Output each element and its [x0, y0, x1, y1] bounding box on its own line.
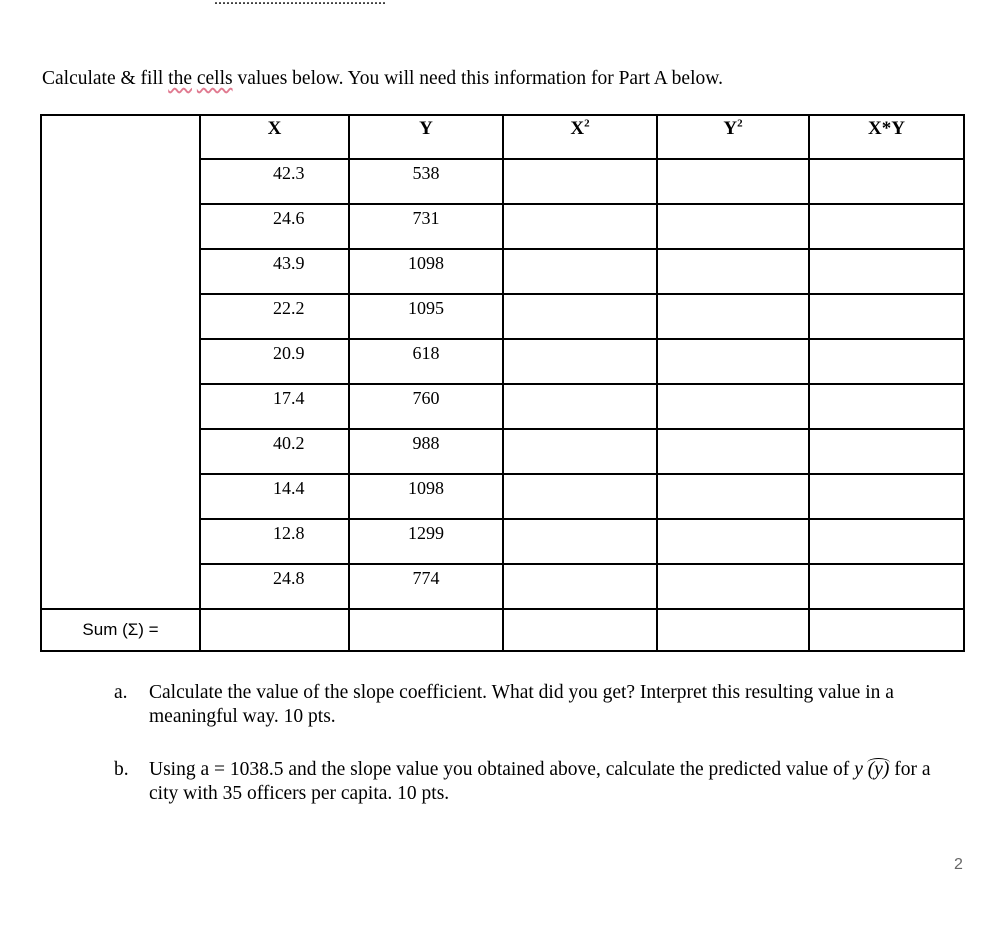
- cell-y[interactable]: 988: [349, 429, 503, 474]
- header-y2-base: Y: [723, 118, 738, 139]
- intro-word-the: the: [168, 68, 192, 89]
- cell-x2[interactable]: [503, 249, 657, 294]
- cell-x[interactable]: 24.8: [200, 564, 349, 609]
- data-table: [40, 114, 965, 652]
- y-hat-symbol: (y): [867, 759, 890, 780]
- cell-y2[interactable]: [657, 294, 809, 339]
- cropped-previous-text: [214, 0, 386, 5]
- question-b-marker: b.: [114, 759, 129, 780]
- cell-x2[interactable]: [503, 429, 657, 474]
- header-y: Y: [349, 115, 503, 159]
- header-x2-sup: 2: [584, 117, 590, 130]
- cell-y[interactable]: 1098: [349, 249, 503, 294]
- cell-x[interactable]: 24.6: [200, 204, 349, 249]
- header-row: [41, 115, 964, 159]
- cell-y2[interactable]: [657, 339, 809, 384]
- cell-y2[interactable]: [657, 384, 809, 429]
- question-b-text-2: for a city with 35 officers per capita. 10 pts.: [149, 759, 931, 804]
- question-a: [114, 681, 954, 729]
- cell-x2[interactable]: [503, 159, 657, 204]
- cell-x[interactable]: 12.8: [200, 519, 349, 564]
- cell-x[interactable]: 14.4: [200, 474, 349, 519]
- sum-xy[interactable]: [809, 609, 964, 651]
- cell-xy[interactable]: [809, 249, 964, 294]
- sum-y2[interactable]: [657, 609, 809, 651]
- cell-y2[interactable]: [657, 249, 809, 294]
- header-x2-base: X: [570, 118, 585, 139]
- cell-y2[interactable]: [657, 474, 809, 519]
- cell-y[interactable]: 1299: [349, 519, 503, 564]
- header-y-squared: [657, 115, 809, 159]
- question-b-text-1: Using a = 1038.5 and the slope value you obtained above, calculate the predicted value of: [149, 759, 855, 780]
- cell-x2[interactable]: [503, 564, 657, 609]
- cell-x2[interactable]: [503, 339, 657, 384]
- label-column-blank: [41, 115, 200, 609]
- cell-x[interactable]: 42.3: [200, 159, 349, 204]
- question-a-marker: a.: [114, 682, 128, 703]
- cell-x[interactable]: 20.9: [200, 339, 349, 384]
- y-variable: y: [854, 759, 863, 780]
- cell-xy[interactable]: [809, 384, 964, 429]
- question-b-text: [149, 758, 954, 806]
- sum-row: [41, 609, 964, 651]
- cell-x2[interactable]: [503, 384, 657, 429]
- header-xy: X*Y: [809, 115, 964, 159]
- cell-y2[interactable]: [657, 564, 809, 609]
- cell-xy[interactable]: [809, 519, 964, 564]
- header-x-squared: [503, 115, 657, 159]
- cell-y[interactable]: 731: [349, 204, 503, 249]
- cell-xy[interactable]: [809, 429, 964, 474]
- instruction-text: [42, 66, 723, 92]
- cell-x[interactable]: 17.4: [200, 384, 349, 429]
- cell-xy[interactable]: [809, 294, 964, 339]
- cell-xy[interactable]: [809, 159, 964, 204]
- intro-text-before: Calculate & fill: [42, 68, 169, 89]
- intro-word-cells: cells: [196, 68, 233, 89]
- page-number: 2: [954, 856, 963, 873]
- cell-x[interactable]: 43.9: [200, 249, 349, 294]
- sum-x2[interactable]: [503, 609, 657, 651]
- cell-x2[interactable]: [503, 294, 657, 339]
- cell-y[interactable]: 760: [349, 384, 503, 429]
- cell-x2[interactable]: [503, 519, 657, 564]
- header-y2-sup: 2: [737, 117, 743, 130]
- cell-xy[interactable]: [809, 339, 964, 384]
- cell-y[interactable]: 538: [349, 159, 503, 204]
- cell-x[interactable]: 22.2: [200, 294, 349, 339]
- sum-y[interactable]: [349, 609, 503, 651]
- cell-xy[interactable]: [809, 564, 964, 609]
- cell-y2[interactable]: [657, 519, 809, 564]
- question-a-text: Calculate the value of the slope coefficient. What did you get? Interpret this resulting value in a meaningful way. 10 pts.: [149, 682, 894, 727]
- cell-x[interactable]: 40.2: [200, 429, 349, 474]
- sum-label: Sum (Σ) =: [41, 609, 200, 651]
- question-b: [114, 758, 954, 806]
- cell-x2[interactable]: [503, 204, 657, 249]
- sum-x[interactable]: [200, 609, 349, 651]
- header-x: X: [200, 115, 349, 159]
- cell-y[interactable]: 1098: [349, 474, 503, 519]
- cell-y[interactable]: 774: [349, 564, 503, 609]
- cell-y2[interactable]: [657, 204, 809, 249]
- cell-y2[interactable]: [657, 159, 809, 204]
- cell-y2[interactable]: [657, 429, 809, 474]
- cell-xy[interactable]: [809, 474, 964, 519]
- cell-y[interactable]: 1095: [349, 294, 503, 339]
- cell-y[interactable]: 618: [349, 339, 503, 384]
- cell-x2[interactable]: [503, 474, 657, 519]
- intro-text-after: values below. You will need this information for Part A below.: [232, 68, 723, 89]
- cell-xy[interactable]: [809, 204, 964, 249]
